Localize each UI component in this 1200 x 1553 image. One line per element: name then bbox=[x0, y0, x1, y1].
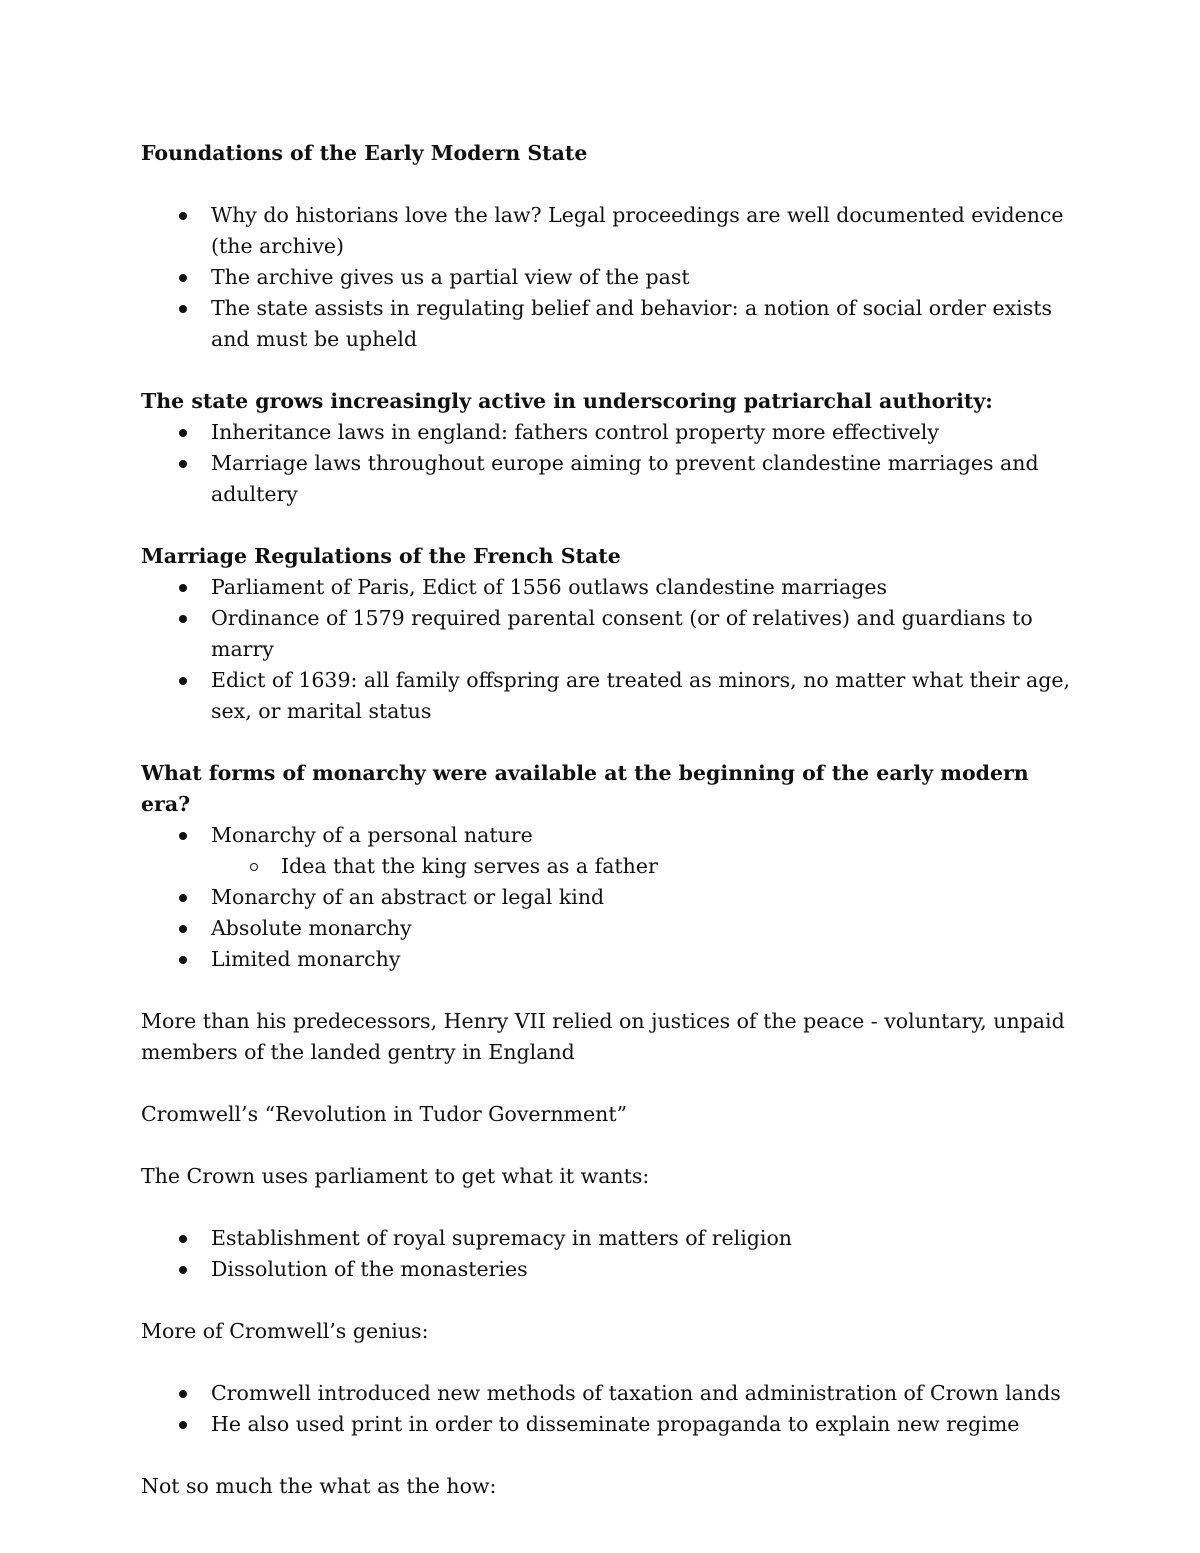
list-item bbox=[141, 1409, 1081, 1440]
list-item-text: Marriage laws throughout europe aiming to prevent clandestine marriages and adultery bbox=[211, 451, 1039, 506]
spacer bbox=[141, 510, 1081, 541]
list-item bbox=[141, 882, 1081, 913]
bullet-dot-icon bbox=[179, 1266, 187, 1274]
sub-list-item bbox=[141, 851, 1081, 882]
list-item-text: Cromwell introduced new methods of taxation and administration of Crown lands bbox=[211, 1381, 1061, 1405]
paragraph-cromwell-revolution: Cromwell’s “Revolution in Tudor Government” bbox=[141, 1102, 628, 1126]
bullet-dot-icon bbox=[179, 1390, 187, 1398]
spacer bbox=[141, 1068, 1081, 1099]
list-item-text: Monarchy of a personal nature bbox=[211, 823, 533, 847]
bullet-dot-icon bbox=[179, 212, 187, 220]
list-item-text: The archive gives us a partial view of the past bbox=[211, 265, 690, 289]
list-item-text: Inheritance laws in england: fathers control property more effectively bbox=[211, 420, 939, 444]
list-item bbox=[141, 1254, 1081, 1285]
bullet-dot-icon bbox=[179, 274, 187, 282]
list-item-text: Dissolution of the monasteries bbox=[211, 1257, 528, 1281]
paragraph-henry: More than his predecessors, Henry VII relied on justices of the peace - voluntary, unpaid members of the landed gentry in England bbox=[141, 1009, 1065, 1064]
patriarchal-bullet-list bbox=[141, 417, 1081, 510]
bullet-dot-icon bbox=[179, 677, 187, 685]
section-heading-marriage: Marriage Regulations of the French State bbox=[141, 544, 621, 568]
list-item-text: Establishment of royal supremacy in matters of religion bbox=[211, 1226, 793, 1250]
list-item bbox=[141, 1223, 1081, 1254]
monarchy-bullet-list bbox=[141, 820, 1081, 975]
list-item-text: Edict of 1639: all family offspring are treated as minors, no matter what their age, sex, or marital status bbox=[211, 668, 1071, 723]
list-item-text: Ordinance of 1579 required parental consent (or of relatives) and guardians to marry bbox=[211, 606, 1033, 661]
bullet-dot-icon bbox=[179, 894, 187, 902]
list-item bbox=[141, 417, 1081, 448]
list-item bbox=[141, 572, 1081, 603]
bullet-dot-icon bbox=[179, 615, 187, 623]
list-item-text: Parliament of Paris, Edict of 1556 outlaws clandestine marriages bbox=[211, 575, 888, 599]
list-item bbox=[141, 293, 1081, 355]
section-heading-monarchy: What forms of monarchy were available at the beginning of the early modern era? bbox=[141, 761, 1029, 816]
spacer bbox=[141, 727, 1081, 758]
bullet-ring-icon bbox=[250, 863, 258, 871]
bullet-dot-icon bbox=[179, 584, 187, 592]
spacer bbox=[141, 1130, 1081, 1161]
bullet-dot-icon bbox=[179, 956, 187, 964]
intro-bullet-list bbox=[141, 200, 1081, 355]
list-item bbox=[141, 820, 1081, 882]
list-item bbox=[141, 262, 1081, 293]
genius-bullet-list bbox=[141, 1378, 1081, 1440]
marriage-bullet-list bbox=[141, 572, 1081, 727]
list-item bbox=[141, 1378, 1081, 1409]
bullet-dot-icon bbox=[179, 305, 187, 313]
bullet-dot-icon bbox=[179, 460, 187, 468]
bullet-dot-icon bbox=[179, 832, 187, 840]
list-item-text: Why do historians love the law? Legal proceedings are well documented evidence (the archive) bbox=[211, 203, 1064, 258]
bullet-dot-icon bbox=[179, 925, 187, 933]
spacer bbox=[141, 1192, 1081, 1223]
list-item-text: Absolute monarchy bbox=[211, 916, 412, 940]
list-item bbox=[141, 665, 1081, 727]
list-item bbox=[141, 200, 1081, 262]
bullet-dot-icon bbox=[179, 1421, 187, 1429]
spacer bbox=[141, 355, 1081, 386]
list-item bbox=[141, 944, 1081, 975]
spacer bbox=[141, 169, 1081, 200]
list-item bbox=[141, 913, 1081, 944]
crown-bullet-list bbox=[141, 1223, 1081, 1285]
list-item bbox=[141, 603, 1081, 665]
bullet-dot-icon bbox=[179, 1235, 187, 1243]
list-item-text: Limited monarchy bbox=[211, 947, 401, 971]
spacer bbox=[141, 1440, 1081, 1471]
spacer bbox=[141, 1347, 1081, 1378]
list-item-text: The state assists in regulating belief and behavior: a notion of social order exists and must be upheld bbox=[211, 296, 1053, 351]
spacer bbox=[141, 975, 1081, 1006]
document-title: Foundations of the Early Modern State bbox=[141, 141, 588, 165]
list-item bbox=[141, 448, 1081, 510]
section-heading-crown: The Crown uses parliament to get what it wants: bbox=[141, 1164, 650, 1188]
document-page bbox=[141, 138, 1081, 1502]
bullet-dot-icon bbox=[179, 429, 187, 437]
section-heading-patriarchal: The state grows increasingly active in underscoring patriarchal authority: bbox=[141, 389, 993, 413]
paragraph-closing: Not so much the what as the how: bbox=[141, 1474, 497, 1498]
sub-list-item-text: Idea that the king serves as a father bbox=[281, 854, 658, 878]
list-item-text: Monarchy of an abstract or legal kind bbox=[211, 885, 605, 909]
monarchy-sub-bullet-list bbox=[141, 851, 1081, 882]
section-heading-genius: More of Cromwell’s genius: bbox=[141, 1319, 429, 1343]
spacer bbox=[141, 1285, 1081, 1316]
list-item-text: He also used print in order to disseminate propaganda to explain new regime bbox=[211, 1412, 1020, 1436]
